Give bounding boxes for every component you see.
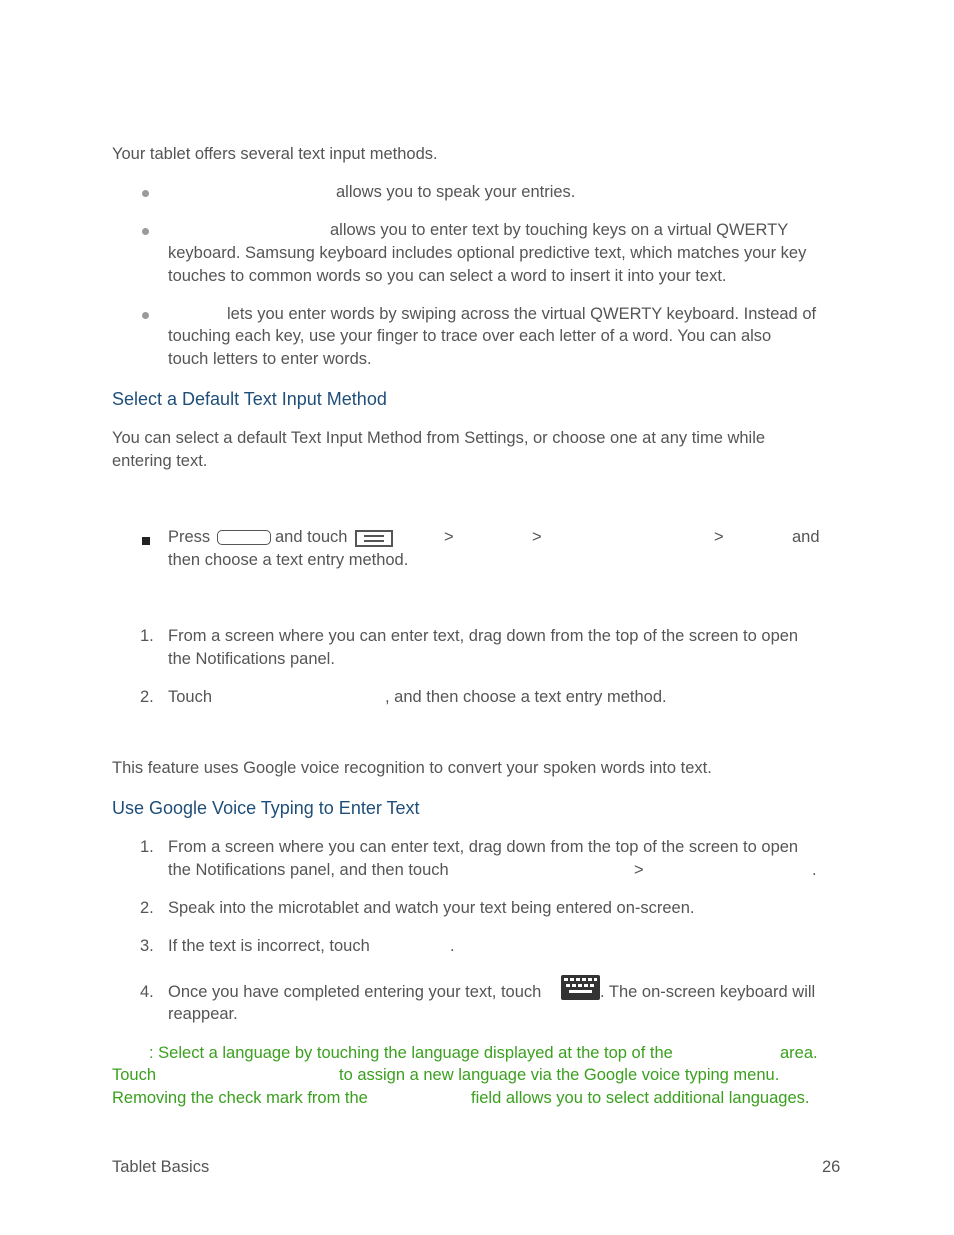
voice-step-1-separator: > (634, 861, 644, 879)
step-press-label: Press (168, 528, 211, 546)
step-line2: then choose a text entry method. (168, 551, 409, 569)
list-number: 4. (140, 983, 154, 1001)
step-and-label: and (792, 528, 820, 546)
method-keyboard-line3: touches to common words so you can select a word to insert it into your text. (168, 267, 727, 285)
note-line2b: to assign a new language via the Google voice typing menu. (339, 1066, 780, 1084)
voice-step-4-line1b: . The on-screen keyboard will (600, 983, 816, 1001)
voice-step-3-end: . (450, 937, 455, 955)
list-item-1-line2: the Notifications panel. (168, 650, 335, 668)
note-line2a: Touch (112, 1066, 157, 1084)
method-swype-line1: lets you enter words by swiping across the virtual QWERTY keyboard. Instead of (227, 305, 817, 323)
method-voice-text: allows you to speak your entries. (336, 183, 576, 201)
bullet-icon (142, 190, 149, 197)
method-keyboard-line1: allows you to enter text by touching keys on a virtual QWERTY (330, 221, 789, 239)
step-separator: > (532, 528, 542, 546)
bullet-icon (142, 228, 149, 235)
step-separator: > (444, 528, 454, 546)
section-heading-voice-typing: Use Google Voice Typing to Enter Text (112, 798, 420, 818)
list-item-2-rest: , and then choose a text entry method. (385, 688, 667, 706)
voice-step-1-end: . (812, 861, 817, 879)
footer-page-number: 26 (822, 1158, 841, 1176)
feature-description: This feature uses Google voice recognition to convert your spoken words into text. (112, 759, 712, 777)
method-swype-line3: touch letters to enter words. (168, 350, 372, 368)
voice-step-4-line1a: Once you have completed entering your text, touch (168, 983, 542, 1001)
list-item-2-touch: Touch (168, 688, 213, 706)
square-bullet-icon (142, 537, 150, 545)
list-number: 1. (140, 627, 154, 645)
footer-section-title: Tablet Basics (112, 1158, 210, 1176)
note-line3a: Removing the check mark from the (112, 1089, 368, 1107)
voice-step-4-line2: reappear. (168, 1005, 238, 1023)
home-key-icon (217, 530, 271, 545)
list-number: 2. (140, 899, 154, 917)
method-keyboard-line2: keyboard. Samsung keyboard includes optional predictive text, which matches your key (168, 244, 807, 262)
list-number: 2. (140, 688, 154, 706)
intro-text: Your tablet offers several text input methods. (112, 145, 438, 163)
step-separator: > (714, 528, 724, 546)
note-line1a: : Select a language by touching the language displayed at the top of the (149, 1044, 673, 1062)
voice-step-2-text: Speak into the microtablet and watch your text being entered on-screen. (168, 899, 695, 917)
section1-para-line1: You can select a default Text Input Method from Settings, or choose one at any time while (112, 429, 766, 447)
note-line1b: area. (780, 1044, 818, 1062)
list-number: 3. (140, 937, 154, 955)
keyboard-icon (561, 975, 600, 1000)
method-swype-line2: touching each key, use your finger to trace over each letter of a word. You can also (168, 327, 772, 345)
list-number: 1. (140, 838, 154, 856)
menu-icon (355, 530, 393, 547)
section1-para-line2: entering text. (112, 452, 208, 470)
list-item-1-line1: From a screen where you can enter text, drag down from the top of the screen to open (168, 627, 799, 645)
section-heading-default-input: Select a Default Text Input Method (112, 389, 387, 409)
bullet-icon (142, 312, 149, 319)
note-line3b: field allows you to select additional languages. (471, 1089, 810, 1107)
voice-step-3-text: If the text is incorrect, touch (168, 937, 370, 955)
step-and-touch-label: and touch (275, 528, 348, 546)
voice-step-1-line1: From a screen where you can enter text, drag down from the top of the screen to open (168, 838, 799, 856)
voice-step-1-line2: the Notifications panel, and then touch (168, 861, 449, 879)
